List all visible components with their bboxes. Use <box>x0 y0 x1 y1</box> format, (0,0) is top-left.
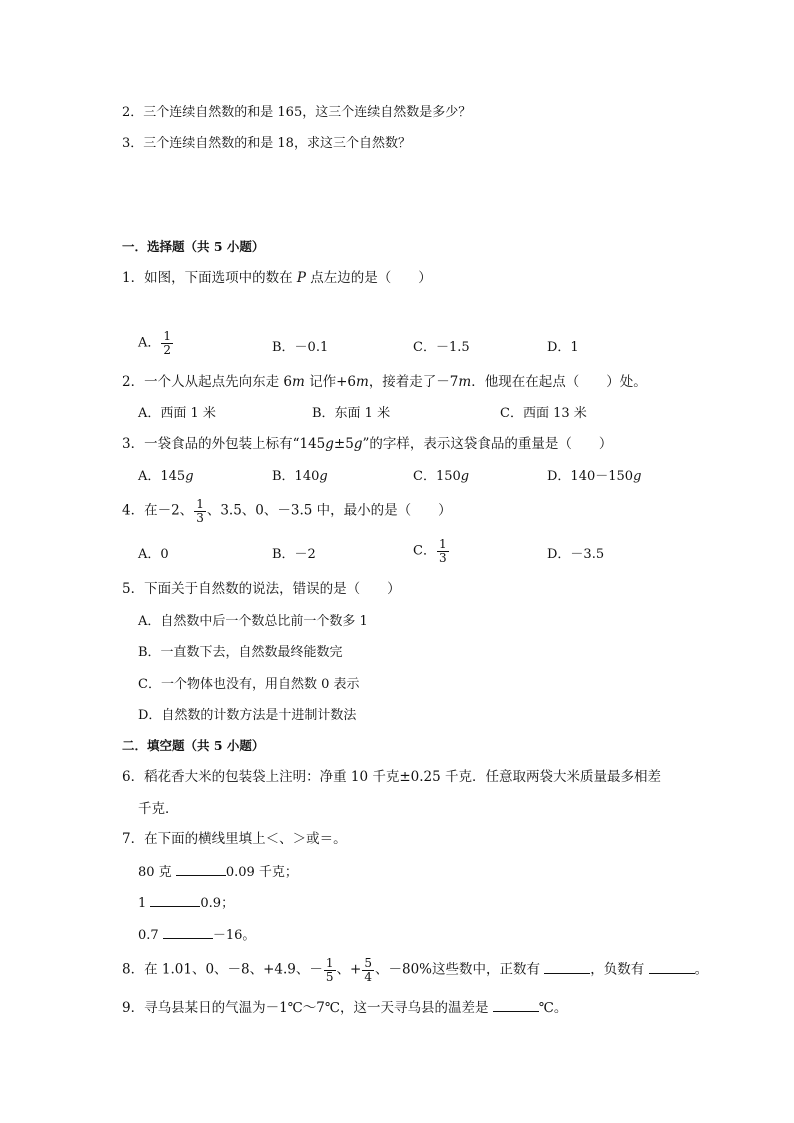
fraction: $\frac{1}{2}$ <box>163 329 172 357</box>
q4-option-c: C． $\frac{1}{3}$ <box>413 537 447 565</box>
answer-blank[interactable] <box>493 1001 539 1012</box>
answer-blank-negative[interactable] <box>649 963 695 974</box>
section-title-choice: 一．选择题（共 5 小题） <box>122 239 265 254</box>
question-2: 2．一个人从起点先向东走 6m 记作+6m，接着走了－7m．他现在在起点（ ）处。 <box>122 374 647 390</box>
q5-option-c: C．一个物体也没有，用自然数 0 表示 <box>138 677 360 692</box>
question-7: 7．在下面的横线里填上＜、＞或＝。 <box>122 831 347 847</box>
q7-row-2: 1 0.9； <box>138 896 235 911</box>
question-9: 9．寻乌县某日的气温为－1℃～7℃，这一天寻乌县的温差是 ℃。 <box>122 1000 568 1016</box>
q2-option-c: C．西面 13 米 <box>500 406 587 421</box>
answer-blank[interactable] <box>163 928 213 939</box>
fraction: $\frac{1}{5}$ <box>325 956 334 984</box>
q4-option-b: B．－2 <box>272 547 316 562</box>
q3-option-d: D．140－150g <box>547 469 642 484</box>
question-1: 1．如图，下面选项中的数在 P 点左边的是（ ） <box>122 270 432 286</box>
q2-option-a: A．西面 1 米 <box>138 406 216 421</box>
q2-option-b: B．东面 1 米 <box>312 406 391 421</box>
answer-blank-positive[interactable] <box>544 963 590 974</box>
fraction: $\frac{1}{3}$ <box>196 497 204 525</box>
question-6-continuation: 千克． <box>138 801 179 817</box>
question-4: 4．在－2、 $\frac{1}{3}$ 、3.5、0、－3.5 中，最小的是（ ） <box>122 497 452 525</box>
q5-option-b: B．一直数下去，自然数最终能数完 <box>138 645 343 660</box>
q5-option-a: A．自然数中后一个数总比前一个数多 1 <box>138 614 368 629</box>
fraction: $\frac{5}{4}$ <box>364 956 372 984</box>
q7-row-3: 0.7 －16。 <box>138 928 256 943</box>
answer-blank[interactable] <box>150 896 200 907</box>
question-8: 8．在 1.01、0、－8、+4.9、－ $\frac{1}{5}$ 、+ $\frac{5}{4}$ 、－80%这些数中，正数有 ，负数有 。 <box>122 956 709 984</box>
fraction: $\frac{1}{3}$ <box>438 537 447 565</box>
q4-option-a: A．0 <box>138 547 169 562</box>
question-5: 5．下面关于自然数的说法，错误的是（ ） <box>122 581 401 597</box>
intro-question-2: 2．三个连续自然数的和是 165，这三个连续自然数是多少？ <box>122 105 472 120</box>
answer-blank[interactable] <box>176 865 226 876</box>
q1-option-d: D．1 <box>547 340 579 355</box>
question-3: 3．一袋食品的外包装上标有“145g±5g”的字样，表示这袋食品的重量是（ ） <box>122 436 613 452</box>
q3-option-a: A．145g <box>138 469 194 484</box>
q3-option-c: C．150g <box>413 469 470 484</box>
intro-question-3: 3．三个连续自然数的和是 18，求这三个自然数？ <box>122 136 411 151</box>
q7-row-1: 80 克 0.09 千克； <box>138 865 298 880</box>
q1-option-a: A． $\frac{1}{2}$ <box>138 329 172 357</box>
question-6: 6．稻花香大米的包装袋上注明：净重 10 千克±0.25 千克．任意取两袋大米质量最多相差 <box>122 769 662 785</box>
q1-option-c: C．－1.5 <box>413 340 470 355</box>
q4-option-d: D．－3.5 <box>547 547 605 562</box>
q5-option-d: D．自然数的计数方法是十进制计数法 <box>138 708 357 723</box>
section-title-fill: 二．填空题（共 5 小题） <box>122 738 265 753</box>
q1-option-b: B．－0.1 <box>272 340 329 355</box>
q3-option-b: B．140g <box>272 469 328 484</box>
